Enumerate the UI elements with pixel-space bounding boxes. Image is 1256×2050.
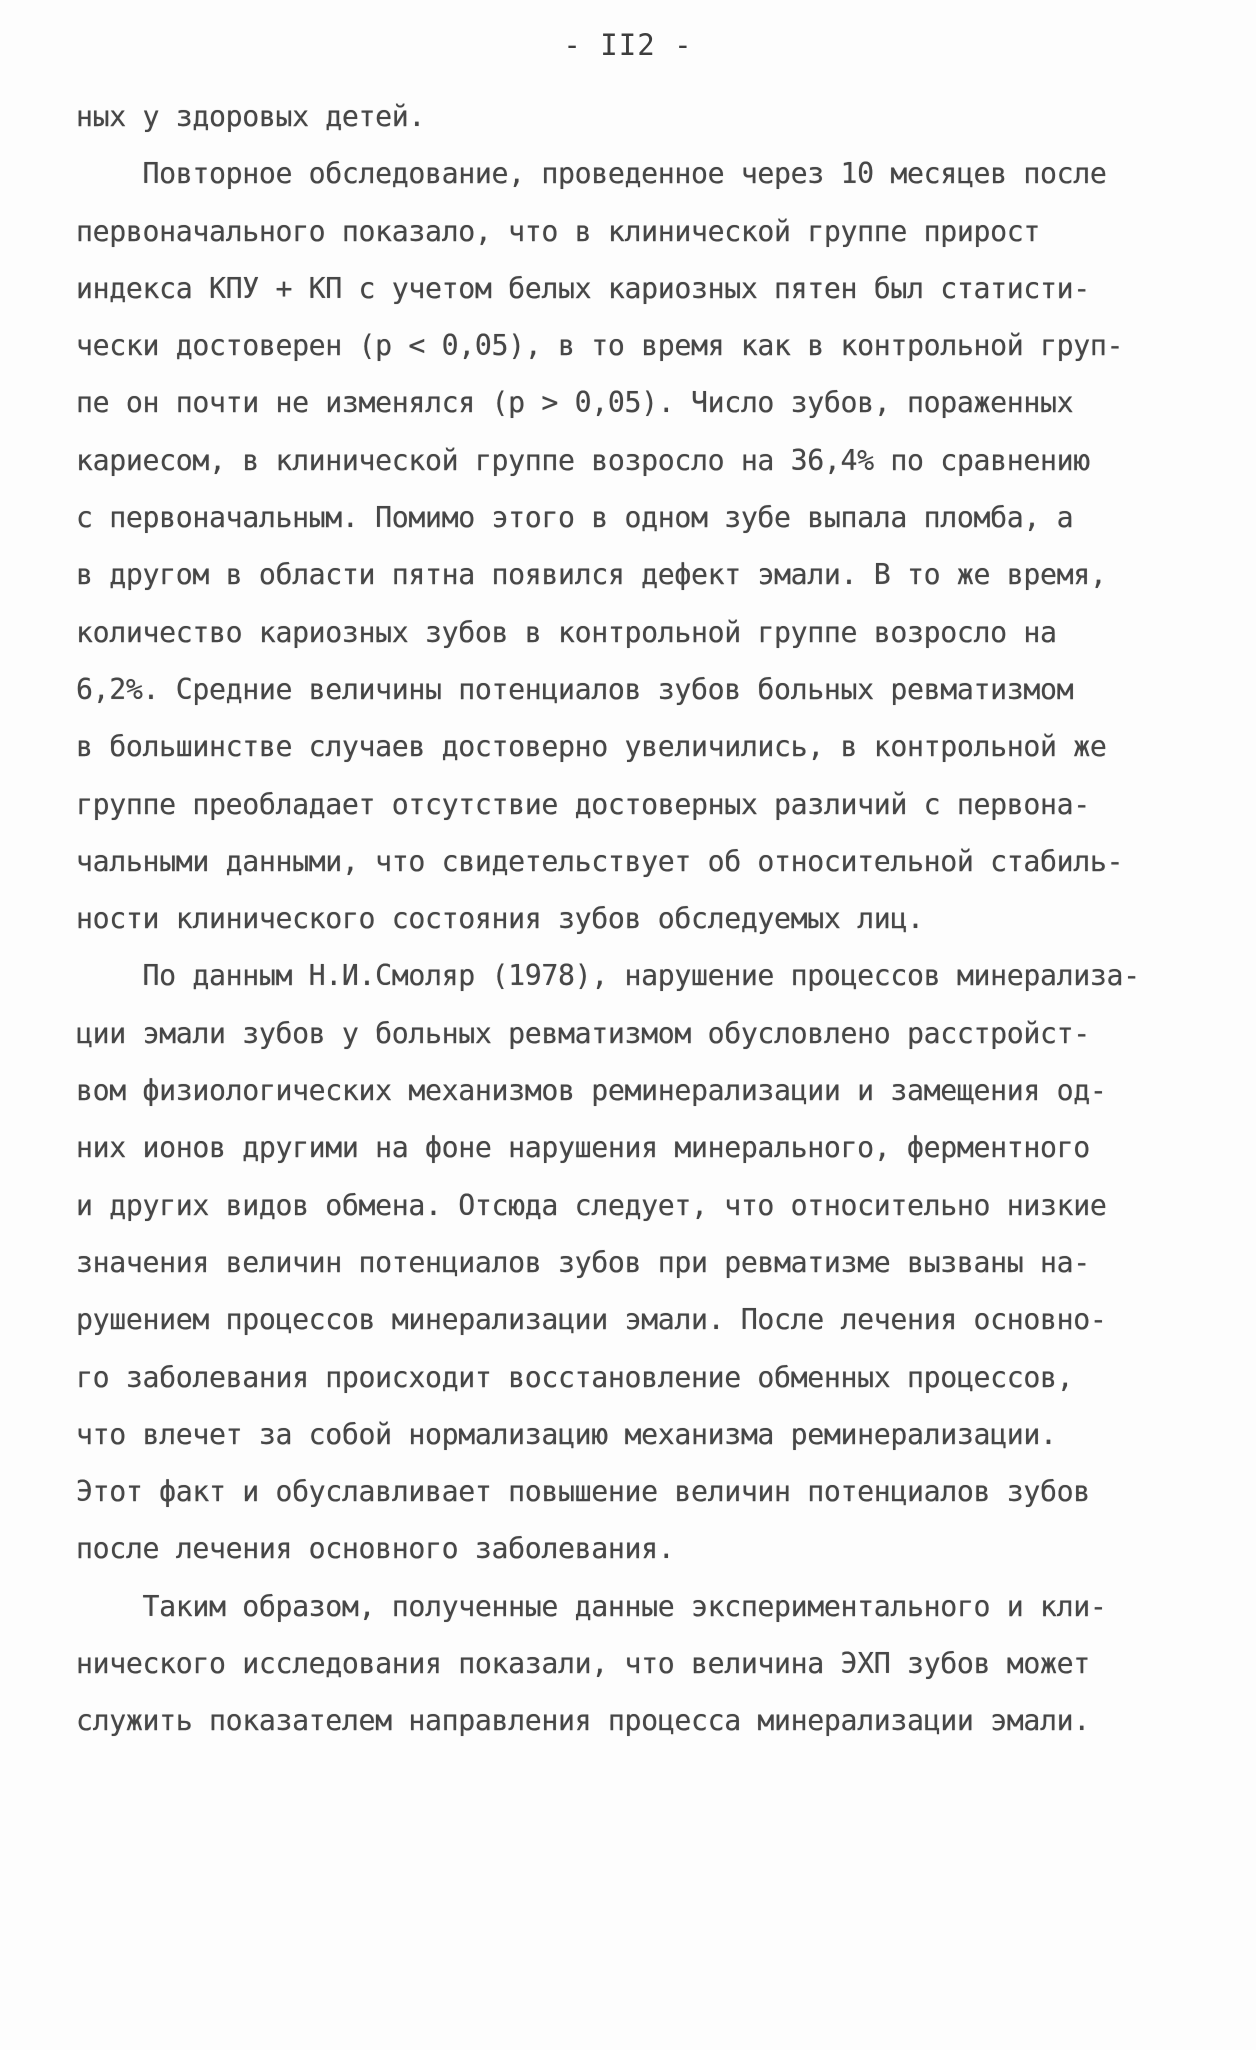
text-line: чальными данными, что свидетельствует об относительной стабиль-	[76, 844, 1124, 878]
text-line: 6,2%. Средние величины потенциалов зубов больных ревматизмом	[76, 672, 1074, 706]
text-line: в другом в области пятна появился дефект эмали. В то же время,	[76, 558, 1107, 592]
text-line: значения величин потенциалов зубов при ревматизме вызваны на-	[76, 1245, 1090, 1279]
text-line: вом физиологических механизмов реминерализации и замещения од-	[76, 1074, 1107, 1108]
paragraph-4	[76, 1578, 1196, 1750]
paragraph-1	[76, 88, 1196, 145]
text-line: го заболевания происходит восстановление обменных процессов,	[76, 1360, 1074, 1394]
text-line: ции эмали зубов у больных ревматизмом обусловлено расстройст-	[76, 1016, 1090, 1050]
text-line: служить показателем направления процесса минерализации эмали.	[76, 1704, 1090, 1738]
text-line: после лечения основного заболевания.	[76, 1532, 675, 1566]
text-line: рушением процессов минерализации эмали. После лечения основно-	[76, 1303, 1107, 1337]
text-line: количество кариозных зубов в контрольной группе возросло на	[76, 615, 1057, 649]
text-line: Повторное обследование, проведенное через 10 месяцев после	[76, 157, 1107, 191]
text-line: ных у здоровых детей.	[76, 100, 426, 133]
paragraph-3	[76, 947, 1196, 1577]
text-line: По данным Н.И.Смоляр (1978), нарушение процессов минерализа-	[76, 959, 1140, 993]
text-line: группе преобладает отсутствие достоверных различий с первона-	[76, 787, 1090, 821]
text-line: чески достоверен (р < 0,05), в то время как в контрольной груп-	[76, 329, 1124, 363]
body-text	[76, 88, 1196, 1750]
text-line: что влечет за собой нормализацию механизма реминерализации.	[76, 1417, 1057, 1451]
text-line: и других видов обмена. Отсюда следует, что относительно низкие	[76, 1188, 1107, 1222]
text-line: в большинстве случаев достоверно увеличились, в контрольной же	[76, 730, 1107, 764]
text-line: кариесом, в клинической группе возросло на 36,4% по сравнению	[76, 443, 1090, 477]
text-line: Таким образом, полученные данные экспериментального и кли-	[76, 1589, 1107, 1623]
text-line: пе он почти не изменялся (р > 0,05). Число зубов, пораженных	[76, 386, 1074, 420]
paragraph-2	[76, 145, 1196, 947]
text-line: первоначального показало, что в клинической группе прирост	[76, 214, 1040, 248]
text-line: с первоначальным. Помимо этого в одном зубе выпала пломба, а	[76, 501, 1074, 535]
text-line: нического исследования показали, что величина ЭХП зубов может	[76, 1647, 1090, 1681]
text-line: индекса КПУ + КП с учетом белых кариозных пятен был статисти-	[76, 271, 1090, 305]
page-number: - II2 -	[563, 28, 693, 62]
text-line: Этот факт и обуславливает повышение величин потенциалов зубов	[76, 1475, 1090, 1509]
text-line: ности клинического состояния зубов обследуемых лиц.	[76, 902, 924, 936]
text-line: них ионов другими на фоне нарушения минерального, ферментного	[76, 1131, 1090, 1165]
